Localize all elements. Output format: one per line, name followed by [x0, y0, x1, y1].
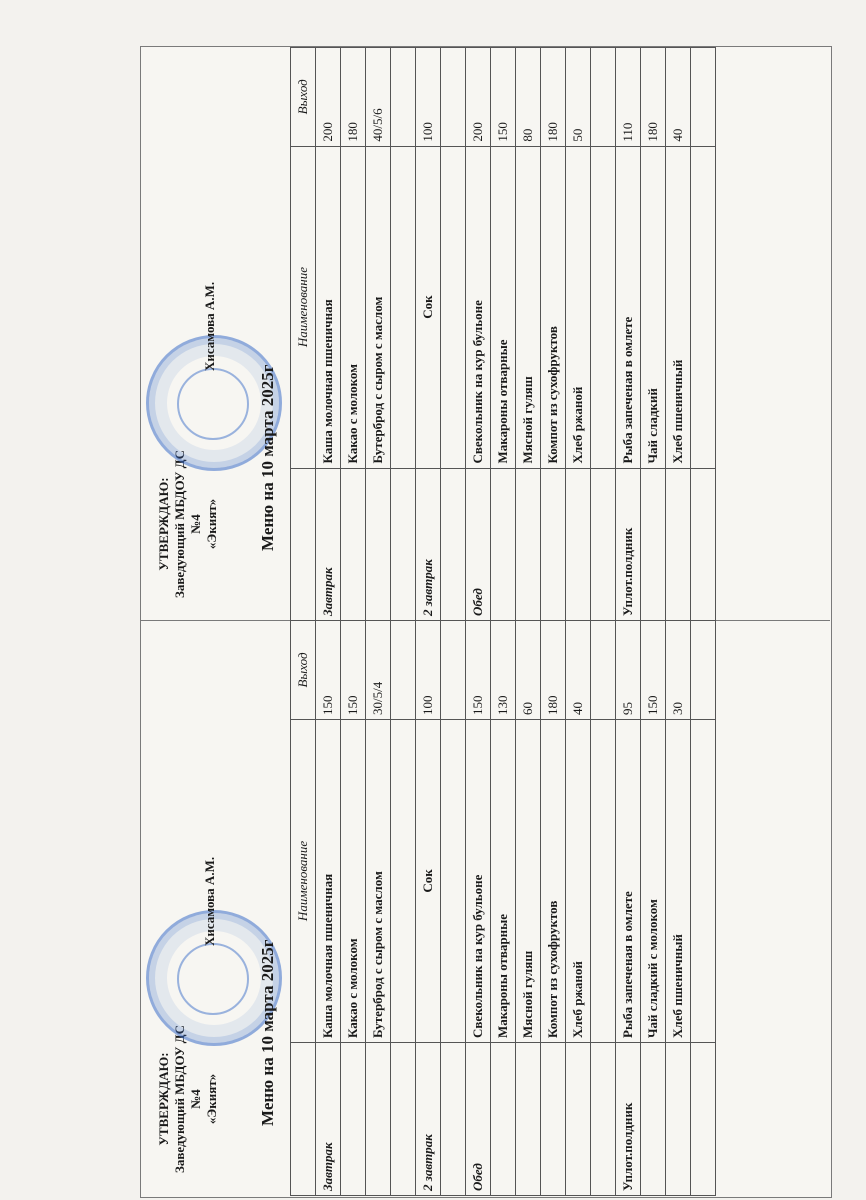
- table-row: [441, 48, 466, 621]
- meal-cell: Обед: [466, 468, 491, 620]
- menu-title: Меню на 10 марта 2025г: [258, 364, 277, 551]
- table-row: [516, 48, 541, 621]
- meal-cell: Уплот.полдник: [616, 1042, 641, 1195]
- dish-name-cell: Бутерброд с сыром с маслом: [366, 146, 391, 468]
- output-cell: [441, 621, 466, 720]
- signer-name: Хисамова А.М.: [202, 281, 217, 371]
- output-cell: 200: [316, 48, 341, 147]
- menu-panel-lower: [140, 620, 830, 1196]
- menu-title: Меню на 10 марта 2025г: [258, 939, 277, 1126]
- output-cell: [591, 621, 616, 720]
- dish-name-cell: [591, 146, 616, 468]
- meal-cell: [641, 468, 666, 620]
- table-row: [441, 621, 466, 1196]
- dish-name-cell: [391, 146, 416, 468]
- dish-name-cell: Сок: [416, 719, 441, 1042]
- dish-name-cell: Чай сладкий: [641, 146, 666, 468]
- output-cell: 40: [666, 48, 691, 147]
- output-cell: 150: [491, 48, 516, 147]
- table-row: [616, 48, 641, 621]
- meal-cell: [591, 468, 616, 620]
- table-row: [541, 621, 566, 1196]
- table-row: [341, 48, 366, 621]
- dish-name-cell: Каша молочная пшеничная: [316, 146, 341, 468]
- dish-name-cell: Каша молочная пшеничная: [316, 719, 341, 1042]
- dish-name-cell: Свекольник на кур бульоне: [466, 146, 491, 468]
- table-row: [566, 621, 591, 1196]
- meal-cell: [566, 1042, 591, 1195]
- table-row: [366, 48, 391, 621]
- table-row: [466, 48, 491, 621]
- output-cell: [591, 48, 616, 147]
- output-cell: 30: [666, 621, 691, 720]
- output-cell: [691, 621, 716, 720]
- output-cell: 180: [641, 48, 666, 147]
- meal-cell: [491, 468, 516, 620]
- dish-name-cell: Хлеб пшеничный: [666, 719, 691, 1042]
- output-cell: 40: [566, 621, 591, 720]
- meal-cell: [441, 1042, 466, 1195]
- dish-name-cell: Мясной гуляш: [516, 719, 541, 1042]
- meal-cell: [666, 1042, 691, 1195]
- organization-name: «Экият»: [204, 498, 219, 550]
- output-cell: 130: [491, 621, 516, 720]
- signer-name: Хисамова А.М.: [202, 856, 217, 946]
- dish-name-cell: Хлеб пшеничный: [666, 146, 691, 468]
- table-row: [591, 621, 616, 1196]
- meal-cell: [691, 1042, 716, 1195]
- table-row: [616, 621, 641, 1196]
- table-row: [416, 48, 441, 621]
- approver-position: Заведующий МБДОУ ДС №4: [172, 1025, 203, 1174]
- output-cell: 200: [466, 48, 491, 147]
- meal-cell: [391, 468, 416, 620]
- table-row: [341, 621, 366, 1196]
- col-output: Выход: [291, 621, 316, 720]
- menu-table: [290, 620, 716, 1196]
- meal-cell: [641, 1042, 666, 1195]
- menu-table: [290, 47, 716, 621]
- dish-name-cell: [691, 146, 716, 468]
- dish-name-cell: [441, 146, 466, 468]
- meal-cell: [491, 1042, 516, 1195]
- col-meal: [291, 1042, 316, 1195]
- col-output: Выход: [291, 48, 316, 147]
- dish-name-cell: Чай сладкий с молоком: [641, 719, 666, 1042]
- col-meal: [291, 468, 316, 620]
- meal-cell: [516, 1042, 541, 1195]
- table-row: [566, 48, 591, 621]
- meal-cell: Завтрак: [316, 468, 341, 620]
- meal-cell: [516, 468, 541, 620]
- table-row: [541, 48, 566, 621]
- dish-name-cell: Рыба запеченая в омлете: [616, 719, 641, 1042]
- table-row: [491, 48, 516, 621]
- meal-cell: [366, 468, 391, 620]
- table-row: [366, 621, 391, 1196]
- meal-cell: [691, 468, 716, 620]
- meal-cell: [341, 1042, 366, 1195]
- dish-name-cell: Макароны отварные: [491, 719, 516, 1042]
- dish-name-cell: [591, 719, 616, 1042]
- meal-cell: [391, 1042, 416, 1195]
- col-name: Наименование: [291, 719, 316, 1042]
- approve-label: УТВЕРЖДАЮ:: [156, 1052, 171, 1146]
- table-row: [316, 48, 341, 621]
- table-row: [641, 621, 666, 1196]
- table-header-row: [291, 48, 316, 621]
- table-header-row: [291, 621, 316, 1196]
- output-cell: 30/5/4: [366, 621, 391, 720]
- output-cell: 150: [641, 621, 666, 720]
- meal-cell: [566, 468, 591, 620]
- output-cell: [391, 621, 416, 720]
- dish-name-cell: Хлеб ржаной: [566, 146, 591, 468]
- output-cell: 40/5/6: [366, 48, 391, 147]
- dish-name-cell: Макароны отварные: [491, 146, 516, 468]
- meal-cell: 2 завтрак: [416, 1042, 441, 1195]
- output-cell: 180: [341, 48, 366, 147]
- organization-name: «Экият»: [204, 1073, 219, 1125]
- output-cell: [441, 48, 466, 147]
- dish-name-cell: Рыба запеченая в омлете: [616, 146, 641, 468]
- output-cell: 110: [616, 48, 641, 147]
- table-row: [391, 48, 416, 621]
- table-row: [491, 621, 516, 1196]
- output-cell: 60: [516, 621, 541, 720]
- output-cell: 150: [316, 621, 341, 720]
- table-row: [591, 48, 616, 621]
- output-cell: 180: [541, 48, 566, 147]
- table-row: [316, 621, 341, 1196]
- meal-cell: [341, 468, 366, 620]
- table-row: [666, 48, 691, 621]
- dish-name-cell: Компот из сухофруктов: [541, 719, 566, 1042]
- meal-cell: Обед: [466, 1042, 491, 1195]
- table-row: [641, 48, 666, 621]
- meal-cell: [666, 468, 691, 620]
- meal-cell: 2 завтрак: [416, 468, 441, 620]
- meal-cell: Завтрак: [316, 1042, 341, 1195]
- meal-cell: [591, 1042, 616, 1195]
- dish-name-cell: Какао с молоком: [341, 719, 366, 1042]
- output-cell: 100: [416, 621, 441, 720]
- output-cell: [391, 48, 416, 147]
- table-row: [466, 621, 491, 1196]
- meal-cell: [541, 1042, 566, 1195]
- output-cell: 180: [541, 621, 566, 720]
- table-row: [691, 48, 716, 621]
- dish-name-cell: Компот из сухофруктов: [541, 146, 566, 468]
- output-cell: 100: [416, 48, 441, 147]
- approve-label: УТВЕРЖДАЮ:: [156, 477, 171, 571]
- meal-cell: [366, 1042, 391, 1195]
- table-row: [691, 621, 716, 1196]
- table-row: [391, 621, 416, 1196]
- dish-name-cell: Какао с молоком: [341, 146, 366, 468]
- output-cell: 150: [466, 621, 491, 720]
- dish-name-cell: [691, 719, 716, 1042]
- approver-position: Заведующий МБДОУ ДС №4: [172, 450, 203, 599]
- dish-name-cell: Сок: [416, 146, 441, 468]
- dish-name-cell: Бутерброд с сыром с маслом: [366, 719, 391, 1042]
- table-row: [666, 621, 691, 1196]
- table-row: [516, 621, 541, 1196]
- table-row: [416, 621, 441, 1196]
- meal-cell: [541, 468, 566, 620]
- meal-cell: Уплот.полдник: [616, 468, 641, 620]
- output-cell: [691, 48, 716, 147]
- dish-name-cell: Мясной гуляш: [516, 146, 541, 468]
- output-cell: 95: [616, 621, 641, 720]
- output-cell: 150: [341, 621, 366, 720]
- output-cell: 50: [566, 48, 591, 147]
- dish-name-cell: [391, 719, 416, 1042]
- meal-cell: [441, 468, 466, 620]
- dish-name-cell: Свекольник на кур бульоне: [466, 719, 491, 1042]
- menu-panel-upper: [140, 47, 830, 621]
- col-name: Наименование: [291, 146, 316, 468]
- dish-name-cell: Хлеб ржаной: [566, 719, 591, 1042]
- dish-name-cell: [441, 719, 466, 1042]
- output-cell: 80: [516, 48, 541, 147]
